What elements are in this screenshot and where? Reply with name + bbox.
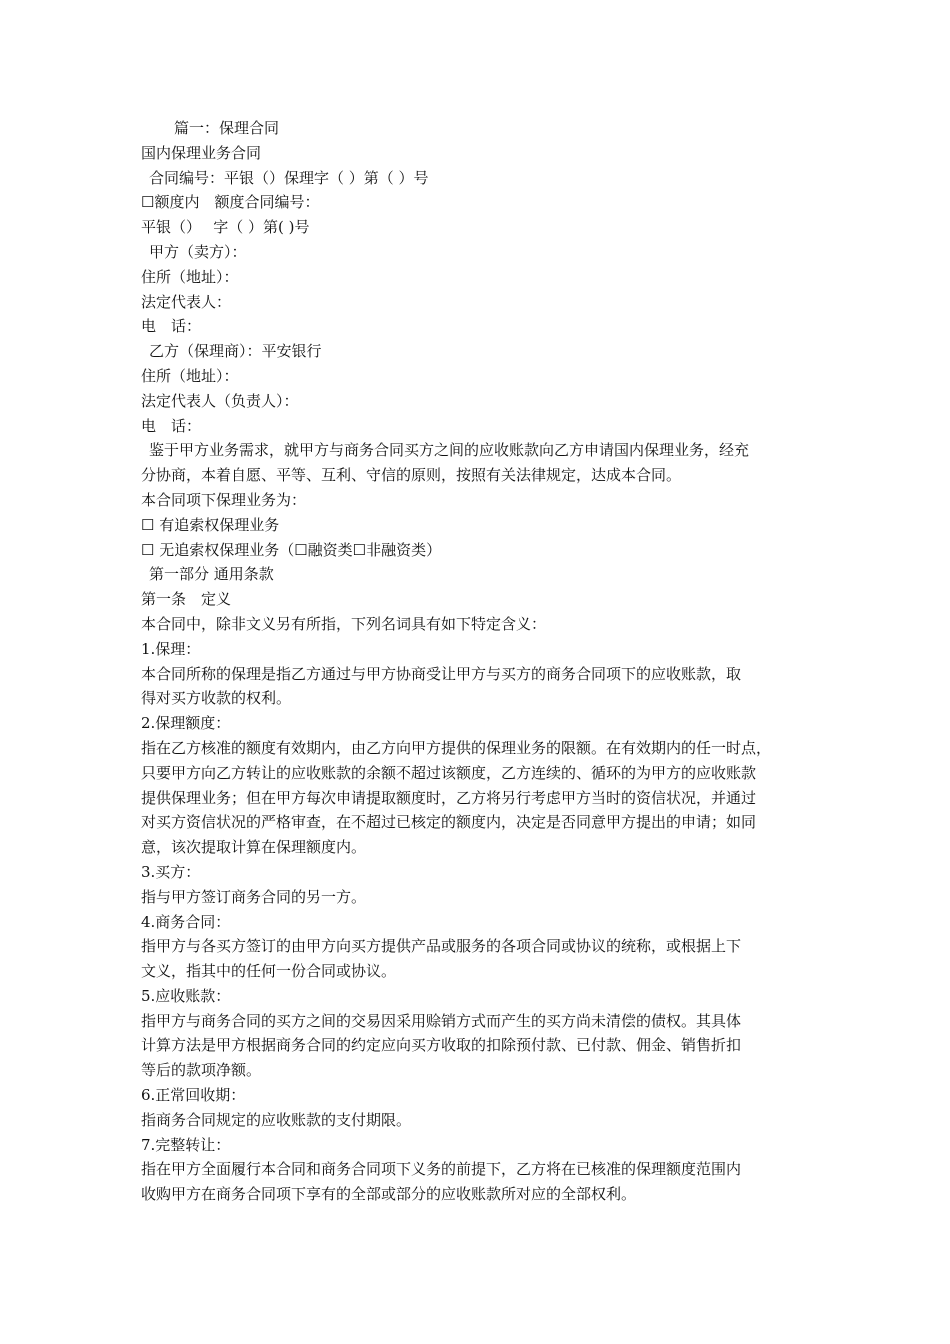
quota-line: ☐额度内 额度合同编号： xyxy=(141,193,320,212)
definition-text: 等后的款项净额。 xyxy=(141,1061,262,1080)
contract-title: 国内保理业务合同 xyxy=(141,143,262,162)
definition-text: 指在乙方核准的额度有效期内，由乙方向甲方提供的保理业务的限额。在有效期内的任一时点， xyxy=(141,738,772,757)
preamble-line: 鉴于甲方业务需求，就甲方与商务合同买方之间的应收账款向乙方申请国内保理业务，经充 xyxy=(149,441,750,460)
non-recourse-option: ☐ 无追索权保理业务（☐融资类☐非融资类） xyxy=(141,540,442,559)
definition-text: 指甲方与各买方签订的由甲方向买方提供产品或服务的各项合同或协议的统称，或根据上下 xyxy=(141,937,742,956)
party-b-phone: 电 话： xyxy=(141,416,202,435)
definition-text: 只要甲方向乙方转让的应收账款的余额不超过该额度，乙方连续的、循环的为甲方的应收账款 xyxy=(141,763,757,782)
party-a-representative: 法定代表人： xyxy=(141,292,232,311)
definition-term: 6.正常回收期： xyxy=(141,1086,246,1105)
doc-heading: 篇一：保理合同 xyxy=(174,119,280,137)
definition-text: 指与甲方签订商务合同的另一方。 xyxy=(141,887,367,906)
recourse-option: ☐ 有追索权保理业务 xyxy=(141,515,280,534)
definition-term: 5.应收账款： xyxy=(141,986,231,1005)
definition-text: 提供保理业务；但在甲方每次申请提取额度时，乙方将另行考虑甲方当时的资信状况，并通过 xyxy=(141,788,757,807)
part-one-heading: 第一部分 通用条款 xyxy=(149,565,274,584)
party-b-representative: 法定代表人（负责人）： xyxy=(141,391,299,410)
definition-text: 对买方资信状况的严格审查，在不超过已核定的额度内，决定是否同意甲方提出的申请；如同 xyxy=(141,813,757,832)
business-type-label: 本合同项下保理业务为： xyxy=(141,490,307,509)
definition-term: 1.保理： xyxy=(141,639,201,658)
definition-text: 得对买方收款的权利。 xyxy=(141,689,292,708)
definition-term: 7.完整转让： xyxy=(141,1135,231,1154)
definition-text: 文义，指其中的任何一份合同或协议。 xyxy=(141,962,397,981)
document-body xyxy=(141,116,821,1207)
party-a-address: 住所（地址）： xyxy=(141,267,239,286)
preamble-line: 分协商，本着自愿、平等、互利、守信的原则，按照有关法律规定，达成本合同。 xyxy=(141,466,682,485)
definitions-intro: 本合同中，除非文义另有所指，下列名词具有如下特定含义： xyxy=(141,614,547,633)
definition-term: 2.保理额度： xyxy=(141,714,231,733)
article-one-heading: 第一条 定义 xyxy=(141,590,232,609)
definition-term: 3.买方： xyxy=(141,862,201,881)
contract-number: 合同编号：平银（）保理字（ ）第（ ）号 xyxy=(149,168,429,187)
party-b-label: 乙方（保理商）：平安银行 xyxy=(149,342,322,361)
party-b-address: 住所（地址）： xyxy=(141,366,239,385)
definition-text: 意，该次提取计算在保理额度内。 xyxy=(141,838,367,857)
definition-text: 计算方法是甲方根据商务合同的约定应向买方收取的扣除预付款、已付款、佣金、销售折扣 xyxy=(141,1036,742,1055)
definition-text: 收购甲方在商务合同项下享有的全部或部分的应收账款所对应的全部权利。 xyxy=(141,1185,637,1204)
definition-text: 指在甲方全面履行本合同和商务合同项下义务的前提下，乙方将在已核准的保理额度范围内 xyxy=(141,1160,742,1179)
definition-term: 4.商务合同： xyxy=(141,912,231,931)
quota-number-line: 平银（） 字（ ）第( )号 xyxy=(141,218,310,237)
party-a-label: 甲方（卖方）： xyxy=(149,242,247,261)
definition-text: 指甲方与商务合同的买方之间的交易因采用赊销方式而产生的买方尚未清偿的债权。其具体 xyxy=(141,1011,742,1030)
party-a-phone: 电 话： xyxy=(141,317,202,336)
definition-text: 本合同所称的保理是指乙方通过与甲方协商受让甲方与买方的商务合同项下的应收账款，取 xyxy=(141,664,742,683)
definition-text: 指商务合同规定的应收账款的支付期限。 xyxy=(141,1110,412,1129)
